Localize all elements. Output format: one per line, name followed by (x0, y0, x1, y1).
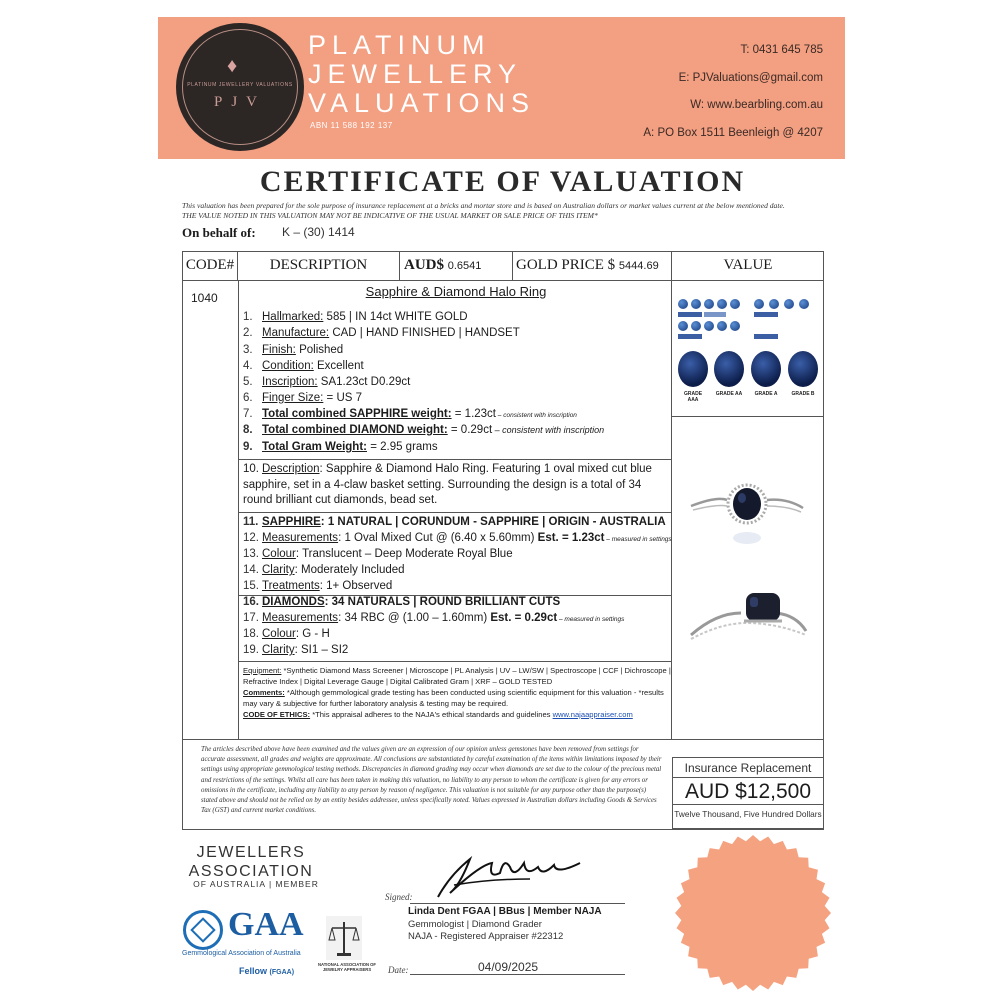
list-item: 9. Total Gram Weight: = 2.95 grams (243, 441, 438, 453)
behalf-label: On behalf of: (182, 225, 256, 240)
aud-rate: 0.6541 (447, 260, 482, 272)
footer-section (182, 740, 824, 830)
date-label: Date: (388, 965, 409, 975)
list-item: 4. Condition: Excellent (243, 360, 364, 372)
list-item: 8. Total combined DIAMOND weight: = 0.29ct – consistent with inscription (243, 424, 605, 436)
item-code: 1040 (191, 291, 218, 305)
abn-number: ABN 11 588 192 137 (310, 121, 393, 130)
list-item: 2. Manufacture: CAD | HAND FINISHED | HANDSET (243, 327, 520, 339)
letterhead (158, 17, 845, 159)
list-item: 6. Finger Size: = US 7 (243, 392, 363, 404)
insurance-label: Insurance Replacement (684, 761, 812, 775)
list-item: 19. Clarity: SI1 – SI2 (243, 644, 349, 656)
value-header: VALUE (672, 252, 824, 281)
ring-photo-side (686, 583, 811, 653)
signer-role: Gemmologist | Diamond Grader (408, 919, 542, 930)
description-text: 10. Description: Sapphire & Diamond Halo Ring. Featuring 1 oval mixed cut blue sapphire, set in a 4-claw basket setting. Surrounding the design is a total of 34 round brilliant cut diamonds, bead set. (243, 463, 652, 506)
signature (430, 845, 590, 905)
aud-header: AUD$ 0.6541 (400, 252, 513, 281)
list-item: 7. Total combined SAPPHIRE weight: = 1.23ct – consistent with inscription (243, 408, 577, 420)
contact-phone: T: 0431 645 785 (740, 44, 823, 56)
equipment-notes: Equipment: *Synthetic Diamond Mass Screener | Microscope | PL Analysis | UV – LW/SW | Spectroscope | CCF | Dichroscope | Refractive Index | Digital Leverage Gauge | Digital Calibrated Gram | XRF – GOLD TESTED Comments: *Although gemmological grade testing has been conducted using scientific equipment for this valuation - *results may vary & subjective for further laboratory analysis & testing may be required. CODE OF ETHICS: *This appraisal adheres to the NAJA's ethical standards and guidelines www.najaappraiser.com (243, 666, 671, 719)
insurance-box (672, 757, 824, 829)
naja-link[interactable]: www.najaappraiser.com (552, 710, 633, 719)
list-item: 5. Inscription: SA1.23ct D0.29ct (243, 376, 411, 388)
naja-logo-text: NATIONAL ASSOCIATION OF JEWELRY APPRAISERS (317, 962, 376, 972)
diamond-icon: ♦ (227, 55, 238, 77)
sapphire-grade-chart (672, 281, 823, 417)
seal-sticker-icon (673, 833, 833, 993)
scales-icon (326, 916, 362, 960)
fellow-label: Fellow (FGAA) (239, 966, 295, 976)
item-title: Sapphire & Diamond Halo Ring (365, 284, 547, 299)
ring-photo-top (687, 476, 807, 556)
valuation-table (182, 251, 824, 740)
list-item: 18. Colour: G - H (243, 628, 330, 640)
disclaimer-text: The articles described above have been examined and the values given are an expression of our opinion unless gemstones have been removed from settings for accurate assessment, all grades and weights are approximate. All conclusions are substantiated by careful examination of the items within limitations imposed by their settings using appropriate gemmological testing methods. Discrepancies in diamond grading may occur when diamonds are set due to the colour of the precious metal and restrictions of the settings. Whilst all care has been taken in making this valuation, no liability to any person to whom the certificate is given for any errors or omissions in the certificate, including any liability to any person by reason of negligence. This valuation is not suitable for any purpose other than the purpose(s) stated above and should not be relied on by an entity besides addressee, unless specifically noted. Values expressed in Australian dollars including Goods & Services Tax (GST) and current market conditions. (201, 746, 662, 815)
signer-registration: NAJA - Registered Appraiser #22312 (408, 931, 564, 942)
signer-name: Linda Dent FGAA | BBus | Member NAJA (408, 906, 602, 917)
gold-price: 5444.69 (618, 260, 659, 272)
description-header: DESCRIPTION (238, 252, 400, 281)
list-item: 17. Measurements: 34 RBC @ (1.00 – 1.60mm) Est. = 0.29ct – measured in settings (243, 612, 625, 624)
company-logo (176, 23, 304, 151)
gaa-logo: GAA (228, 906, 304, 943)
grade-label: GRADE AAA (683, 391, 703, 403)
jewellers-association-logo: JEWELLERS ASSOCIATION (188, 844, 314, 880)
contact-email[interactable]: E: PJValuations@gmail.com (678, 72, 823, 84)
logo-name: PLATINUM JEWELLERY VALUATIONS (187, 82, 293, 88)
diamonds-heading: 16. DIAMONDS: 34 NATURALS | ROUND BRILLIANT CUTS (243, 596, 561, 608)
value-column (672, 281, 823, 740)
code-header: CODE# (183, 252, 238, 281)
grade-label: GRADE B (791, 391, 815, 397)
list-item: 13. Colour: Translucent – Deep Moderate Royal Blue (243, 548, 513, 560)
contact-website[interactable]: W: www.bearbling.com.au (690, 99, 823, 111)
insurance-words: Twelve Thousand, Five Hundred Dollars (674, 809, 822, 819)
gaa-name: Gemmological Association of Australia (182, 950, 301, 957)
behalf-value: K – (30) 1414 (282, 225, 355, 239)
grade-label: GRADE AA (715, 391, 743, 397)
insurance-amount: AUD $12,500 (673, 777, 823, 805)
list-item: 3. Finish: Polished (243, 344, 344, 356)
grade-label: GRADE A (754, 391, 778, 397)
sapphire-heading: 11. SAPPHIRE: 1 NATURAL | CORUNDUM - SAPPHIRE | ORIGIN - AUSTRALIA (243, 516, 666, 528)
list-item: 15. Treatments: 1+ Observed (243, 580, 393, 592)
gaa-emblem-icon (183, 910, 223, 950)
list-item: 12. Measurements: 1 Oval Mixed Cut @ (6.40 x 5.60mm) Est. = 1.23ct – measured in settings (243, 532, 672, 544)
contact-address: A: PO Box 1511 Beenleigh @ 4207 (643, 127, 823, 139)
intro-text: This valuation has been prepared for the sole purpose of insurance replacement at a bricks and mortar store and is based on Australian dollars or market values current at the below mentioned date. THE VALUE NOTED IN THIS VALUATION MAY NOT BE INDICATIVE OF THE USUAL MARKET OR SALE PRICE OF THIS ITEM* (182, 201, 785, 220)
gold-header: GOLD PRICE $ 5444.69 (513, 252, 672, 281)
list-item: 1. Hallmarked: 585 | IN 14ct WHITE GOLD (243, 311, 468, 323)
list-item: 14. Clarity: Moderately Included (243, 564, 405, 576)
certificate-title: CERTIFICATE OF VALUATION (259, 165, 746, 198)
jewellers-association-sub: OF AUSTRALIA | MEMBER (193, 879, 319, 889)
logo-monogram: PJV (213, 94, 266, 110)
signed-label: Signed: (385, 892, 413, 902)
valuation-date: 04/09/2025 (478, 960, 539, 974)
brand-name: PLATINUM JEWELLERY VALUATIONS (308, 30, 536, 118)
description-body (238, 281, 672, 740)
